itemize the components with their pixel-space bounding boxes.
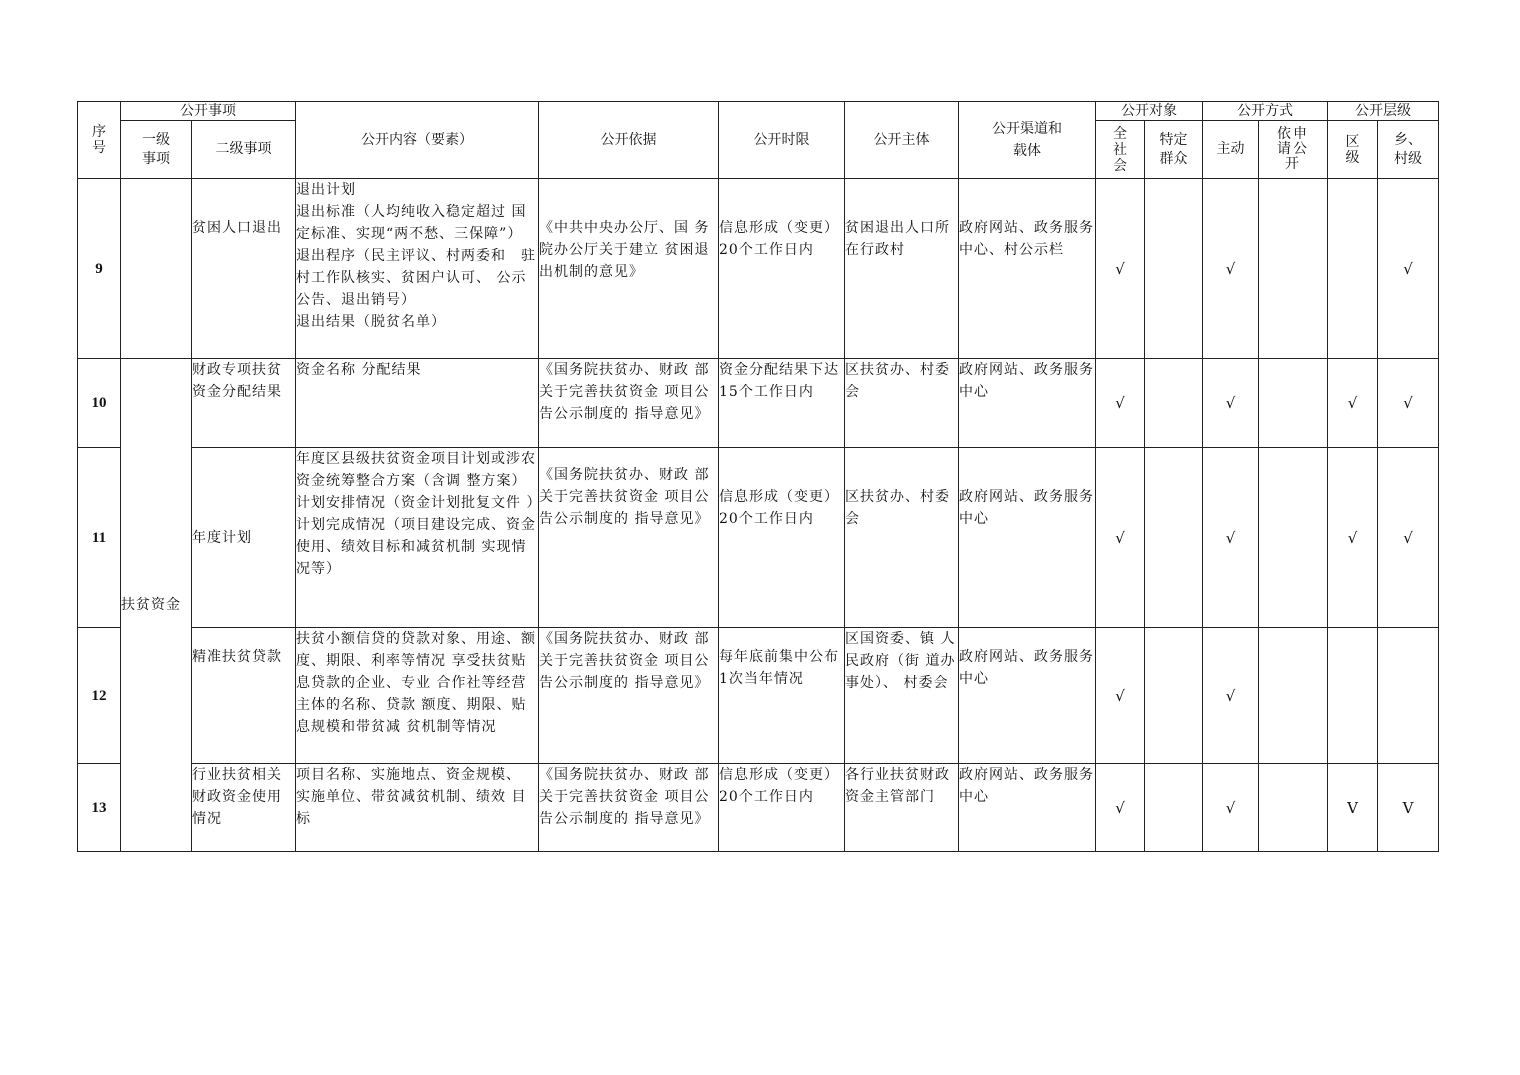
row-seq: 9	[78, 179, 121, 359]
row-method-active: √	[1203, 628, 1259, 764]
row-subject: 区国资委、镇 人民政府（街 道办事处）、 村委会	[845, 628, 959, 764]
row-level1: 扶贫资金	[121, 359, 192, 852]
table-row	[78, 764, 1439, 852]
table-row	[78, 628, 1439, 764]
row-channel: 政府网站、政务服务中心	[959, 359, 1096, 448]
row-level2: 精准扶贫贷款	[192, 628, 296, 764]
row-subject: 区扶贫办、村委会	[845, 448, 959, 628]
content-line: 扶贫小额信贷的贷款对象、用途、额度、期限、利率等情况 享受扶贫贴息贷款的企业、专业 合作社等经营主体的名称、贷款 额度、期限、贴息规模和带贫减 贫机制等情况	[296, 631, 536, 735]
row-content	[296, 359, 539, 448]
row-seq: 13	[78, 764, 121, 852]
content-line: 计划安排情况（资金计划批复文件 ）	[296, 495, 542, 511]
row-method-request	[1259, 179, 1328, 359]
row-method-request	[1259, 448, 1328, 628]
content-line: 退出计划	[296, 182, 356, 198]
row-time-limit: 信息形成（变更）20个工作日内	[719, 764, 845, 852]
row-basis: 《国务院扶贫办、财政 部关于完善扶贫资金 项目公告公示制度的 指导意见》	[539, 628, 719, 764]
header-method-group: 公开方式	[1203, 102, 1328, 121]
row-method-active: √	[1203, 764, 1259, 852]
row-basis: 《中共中央办公厅、国 务院办公厅关于建立 贫困退出机制的意见》	[539, 179, 719, 359]
header-method-request: 依申请公开	[1259, 121, 1328, 179]
row-level-district	[1328, 179, 1378, 359]
row-subject: 区扶贫办、村委会	[845, 359, 959, 448]
row-method-active: √	[1203, 179, 1259, 359]
row-target-specific	[1145, 179, 1203, 359]
header-level2: 二级事项	[192, 121, 296, 179]
row-subject: 各行业扶贫财政资金主管部门	[845, 764, 959, 852]
row-target-specific	[1145, 448, 1203, 628]
row-method-request	[1259, 359, 1328, 448]
header-level-district: 区级	[1328, 121, 1378, 179]
row-level1-empty	[121, 179, 192, 359]
header-target-specific: 特定群众	[1145, 121, 1203, 179]
row-target-specific	[1145, 628, 1203, 764]
content-line: 年度区县级扶贫资金项目计划或涉农资金统筹整合方案（含调 整方案）	[296, 451, 536, 489]
row-level2: 贫困人口退出	[192, 179, 296, 359]
row-content	[296, 628, 539, 764]
content-line: 退出标准（人均纯收入稳定超过 国定标准、实现“两不愁、三保障”）	[296, 204, 527, 242]
row-basis: 《国务院扶贫办、财政 部关于完善扶贫资金 项目公告公示制度的 指导意见》	[539, 359, 719, 448]
row-time-limit: 信息形成（变更）20个工作日内	[719, 179, 845, 359]
table-row	[78, 359, 1439, 448]
row-channel: 政府网站、政务服务中心、村公示栏	[959, 179, 1096, 359]
content-line: 退出结果（脱贫名单）	[296, 314, 446, 330]
row-target-all: √	[1096, 764, 1145, 852]
row-target-specific	[1145, 764, 1203, 852]
row-level-district: √	[1328, 359, 1378, 448]
row-level-district: √	[1328, 448, 1378, 628]
row-level2: 财政专项扶贫资金分配结果	[192, 359, 296, 448]
header-basis: 公开依据	[539, 102, 719, 179]
row-target-all: √	[1096, 628, 1145, 764]
row-content	[296, 764, 539, 852]
row-method-active: √	[1203, 448, 1259, 628]
header-time-limit: 公开时限	[719, 102, 845, 179]
content-line: 计划完成情况（项目建设完成、资金使用、绩效目标和减贫机制 实现情况等）	[296, 517, 536, 577]
row-method-request	[1259, 628, 1328, 764]
row-target-all: √	[1096, 359, 1145, 448]
row-target-all: √	[1096, 448, 1145, 628]
header-level1: 一级事项	[121, 121, 192, 179]
row-level-village: √	[1378, 359, 1439, 448]
header-level-village: 乡、村级	[1378, 121, 1439, 179]
row-target-specific	[1145, 359, 1203, 448]
row-time-limit: 每年底前集中公布1次当年情况	[719, 628, 845, 764]
header-content: 公开内容（要素）	[296, 102, 539, 179]
content-line: 项目名称、实施地点、资金规模、 实施单位、带贫减贫机制、绩效 目标	[296, 767, 527, 827]
row-level-village: √	[1378, 179, 1439, 359]
row-time-limit: 信息形成（变更）20个工作日内	[719, 448, 845, 628]
row-content	[296, 448, 542, 628]
row-basis: 《国务院扶贫办、财政 部关于完善扶贫资金 项目公告公示制度的 指导意见》	[539, 448, 719, 628]
row-content	[296, 179, 539, 359]
row-channel: 政府网站、政务服务中心	[959, 448, 1096, 628]
row-level2: 年度计划	[192, 448, 296, 628]
row-level-village	[1378, 628, 1439, 764]
row-level2: 行业扶贫相关财政资金使用情况	[192, 764, 296, 852]
disclosure-table	[77, 101, 1439, 852]
table-row	[78, 448, 1439, 628]
table-row	[78, 179, 1439, 359]
row-channel: 政府网站、政务服务中心	[959, 764, 1096, 852]
row-seq: 12	[78, 628, 121, 764]
row-channel: 政府网站、政务服务中心	[959, 628, 1096, 764]
row-level-village: V	[1378, 764, 1439, 852]
header-items-group: 公开事项	[121, 102, 296, 121]
header-target-group: 公开对象	[1096, 102, 1203, 121]
header-level-group: 公开层级	[1328, 102, 1439, 121]
row-basis: 《国务院扶贫办、财政 部关于完善扶贫资金 项目公告公示制度的 指导意见》	[539, 764, 719, 852]
row-seq: 11	[78, 448, 121, 628]
header-channel: 公开渠道和载体	[959, 102, 1096, 179]
header-method-active: 主动	[1203, 121, 1259, 179]
content-line: 退出程序（民主评议、村两委和 驻村工作队核实、贫困户认可、 公示公告、退出销号）	[296, 248, 536, 308]
row-seq: 10	[78, 359, 121, 448]
row-level-district: V	[1328, 764, 1378, 852]
row-target-all: √	[1096, 179, 1145, 359]
row-method-active: √	[1203, 359, 1259, 448]
header-seq: 序号	[78, 102, 121, 179]
row-level-village: √	[1378, 448, 1439, 628]
content-line: 资金名称 分配结果	[296, 362, 422, 378]
row-level-district	[1328, 628, 1378, 764]
row-time-limit: 资金分配结果下达15个工作日内	[719, 359, 845, 448]
header-target-all: 全社会	[1096, 121, 1145, 179]
header-subject: 公开主体	[845, 102, 959, 179]
row-subject: 贫困退出人口所在行政村	[845, 179, 959, 359]
row-method-request	[1259, 764, 1328, 852]
